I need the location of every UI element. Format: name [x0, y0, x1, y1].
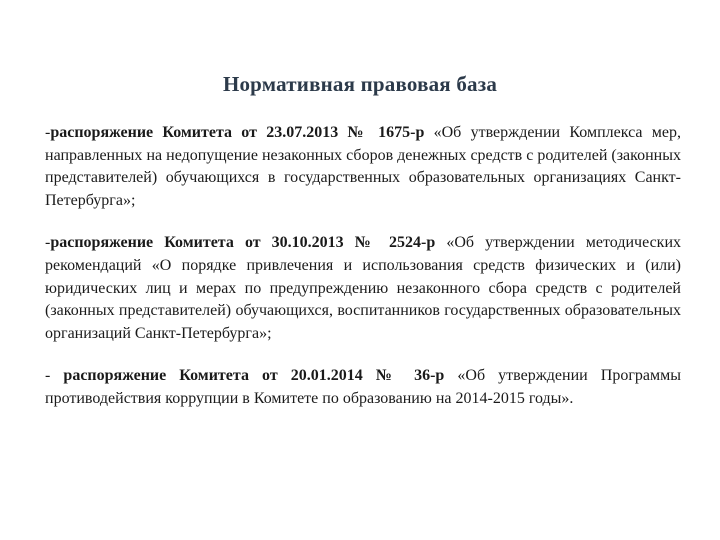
item-prefix: -: [45, 234, 51, 252]
item-reference: распоряжение Комитета от 30.10.2013 № 2524-р: [50, 234, 436, 252]
item-prefix: -: [45, 367, 64, 385]
document-list: [45, 122, 681, 431]
item-reference: распоряжение Комитета от 23.07.2013 № 1675-р: [50, 124, 425, 141]
list-item-1675: [45, 122, 681, 212]
item-text: «Об утверждении методических рекомендаций «О порядке привлечения и использования средств физических и (или) юридических лиц и мерах по предупреждению незаконного сбора средств с родителей (законных представителей) обучающихся, воспитанников государственных образовательных организаций Санкт-Петербурга»;: [45, 234, 682, 342]
list-item-2524: [45, 232, 681, 345]
item-prefix: -: [45, 124, 51, 141]
slide-title: Нормативная правовая база: [222, 72, 498, 96]
item-text: «Об утверждении Комплекса мер, направленных на недопущение незаконных сборов денежных средств с родителей (законных представителей) обучающихся в государственных образовательных организациях Санкт-Петербурга»;: [45, 124, 682, 209]
list-item-36: [45, 365, 681, 410]
item-reference: распоряжение Комитета от 20.01.2014 № 36-р: [63, 367, 445, 385]
item-text: «Об утверждении Программы противодействия коррупции в Комитете по образованию на 2014-2015 годы».: [45, 367, 682, 407]
